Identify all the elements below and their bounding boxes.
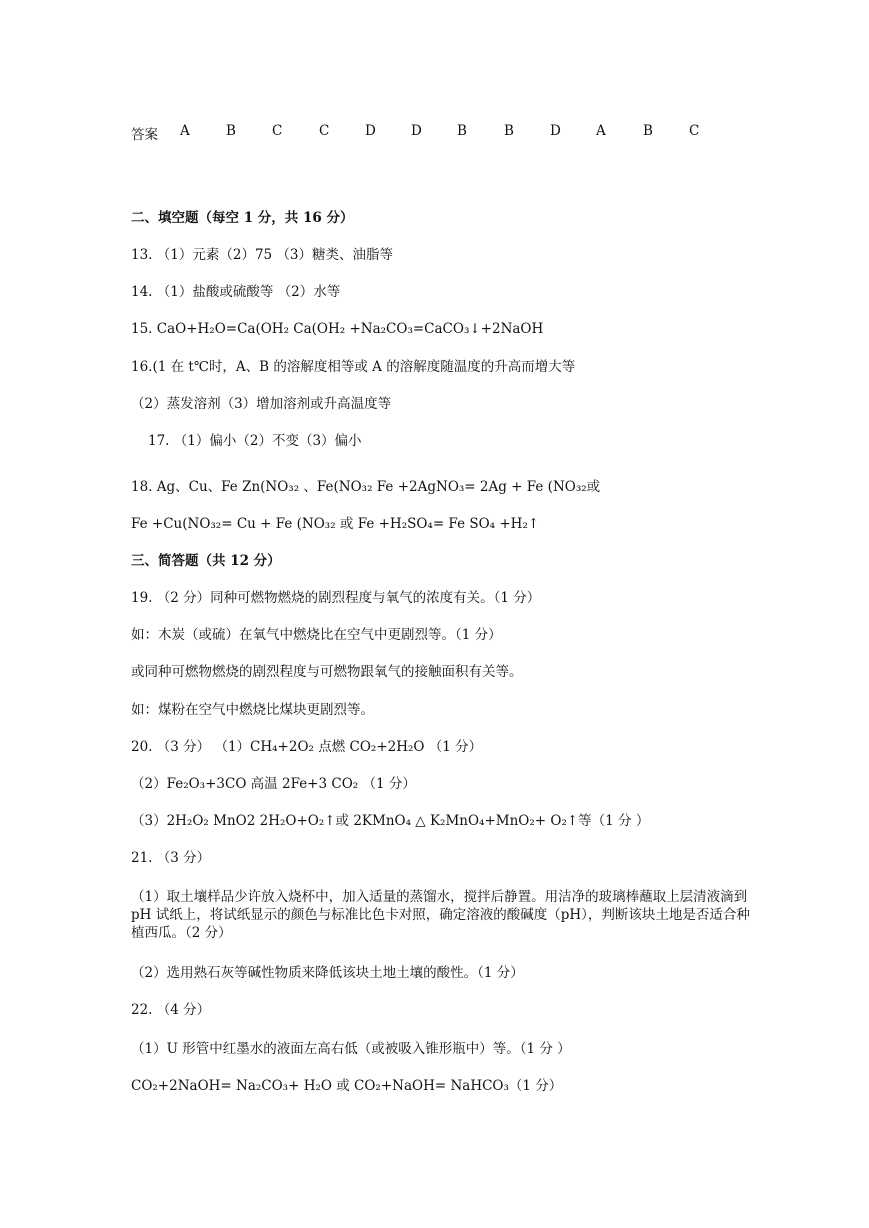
answer-4: C: [319, 123, 330, 139]
q20-part3: （3）2H₂O₂ MnO2 2H₂O+O₂↑或 2KMnO₄ △ K₂MnO₄+MnO₂+ O₂↑等（1 分 ）: [131, 813, 650, 829]
answer-5: D: [365, 123, 376, 139]
answer-3: C: [272, 123, 283, 139]
q18-answer-line2: Fe +Cu(NO₃₂= Cu + Fe (NO₃₂ 或 Fe +H₂SO₄= Fe SO₄ +H₂↑: [131, 516, 540, 532]
answer-6: D: [411, 123, 422, 139]
q19-answer-line3: 或同种可燃物燃烧的剧烈程度与可燃物跟氧气的接触面积有关等。: [131, 664, 523, 680]
answer-10: A: [596, 123, 606, 139]
answer-8: B: [504, 123, 514, 139]
q20-heading: 20. （3 分）: [131, 739, 211, 755]
q22-part1: （1）U 形管中红墨水的液面左高右低（或被吸入锥形瓶中）等。（1 分 ）: [131, 1041, 571, 1057]
answer-11: B: [643, 123, 653, 139]
section2-heading: 二、填空题（每空 1 分，共 16 分）: [131, 210, 354, 226]
q22-heading: 22. （4 分）: [131, 1002, 211, 1018]
q18-answer-line1: 18. Ag、Cu、Fe Zn(NO₃₂ 、Fe(NO₃₂ Fe +2AgNO₃= 2Ag + Fe (NO₃₂或: [131, 479, 601, 495]
q16-answer-line1: 16.(1 在 t℃时，A、B 的溶解度相等或 A 的溶解度随温度的升高而增大等: [131, 359, 576, 375]
q21-part1: （1）取土壤样品少许放入烧杯中，加入适量的蒸馏水，搅拌后静置。用洁净的玻璃棒蘸取上层清液滴到 pH 试纸上，将试纸显示的颜色与标准比色卡对照，确定溶液的酸碱度（pH），判断该块土地是否适合种植西瓜。（2 分）: [131, 889, 750, 941]
section3-heading: 三、简答题（共 12 分）: [131, 553, 281, 569]
answer-label: 答案: [131, 127, 158, 143]
answer-1: A: [180, 123, 190, 139]
q19-answer-line1: 19. （2 分）同种可燃物燃烧的剧烈程度与氧气的浓度有关。（1 分）: [131, 590, 541, 606]
q19-answer-line2: 如：木炭（或硫）在氧气中燃烧比在空气中更剧烈等。（1 分）: [131, 627, 502, 643]
q14-answer: 14. （1）盐酸或硫酸等 （2）水等: [131, 284, 341, 300]
q20-answer-line1: [131, 738, 482, 756]
answer-9: D: [550, 123, 561, 139]
q22-part2: CO₂+2NaOH= Na₂CO₃+ H₂O 或 CO₂+NaOH= NaHCO₃（1 分）: [131, 1078, 563, 1094]
q17-answer: 17. （1）偏小（2）不变（3）偏小: [148, 433, 362, 449]
q21-part2: （2）选用熟石灰等碱性物质来降低该块土地土壤的酸性。（1 分）: [131, 965, 524, 981]
q19-answer-line4: 如：煤粉在空气中燃烧比煤块更剧烈等。: [131, 702, 374, 718]
answer-7: B: [457, 123, 467, 139]
q13-answer: 13. （1）元素（2）75 （3）糖类、油脂等: [131, 247, 393, 263]
answer-12: C: [689, 123, 700, 139]
q16-answer-line2: （2）蒸发溶剂（3）增加溶剂或升高温度等: [131, 396, 392, 412]
answer-2: B: [226, 123, 236, 139]
q20-part1: （1）CH₄+2O₂ 点燃 CO₂+2H₂O （1 分）: [214, 739, 483, 755]
q20-part2: （2）Fe₂O₃+3CO 高温 2Fe+3 CO₂ （1 分）: [131, 776, 416, 792]
q15-answer: 15. CaO+H₂O=Ca(OH₂ Ca(OH₂ +Na₂CO₃=CaCO₃↓+2NaOH: [131, 321, 544, 337]
q21-heading: 21. （3 分）: [131, 850, 211, 866]
